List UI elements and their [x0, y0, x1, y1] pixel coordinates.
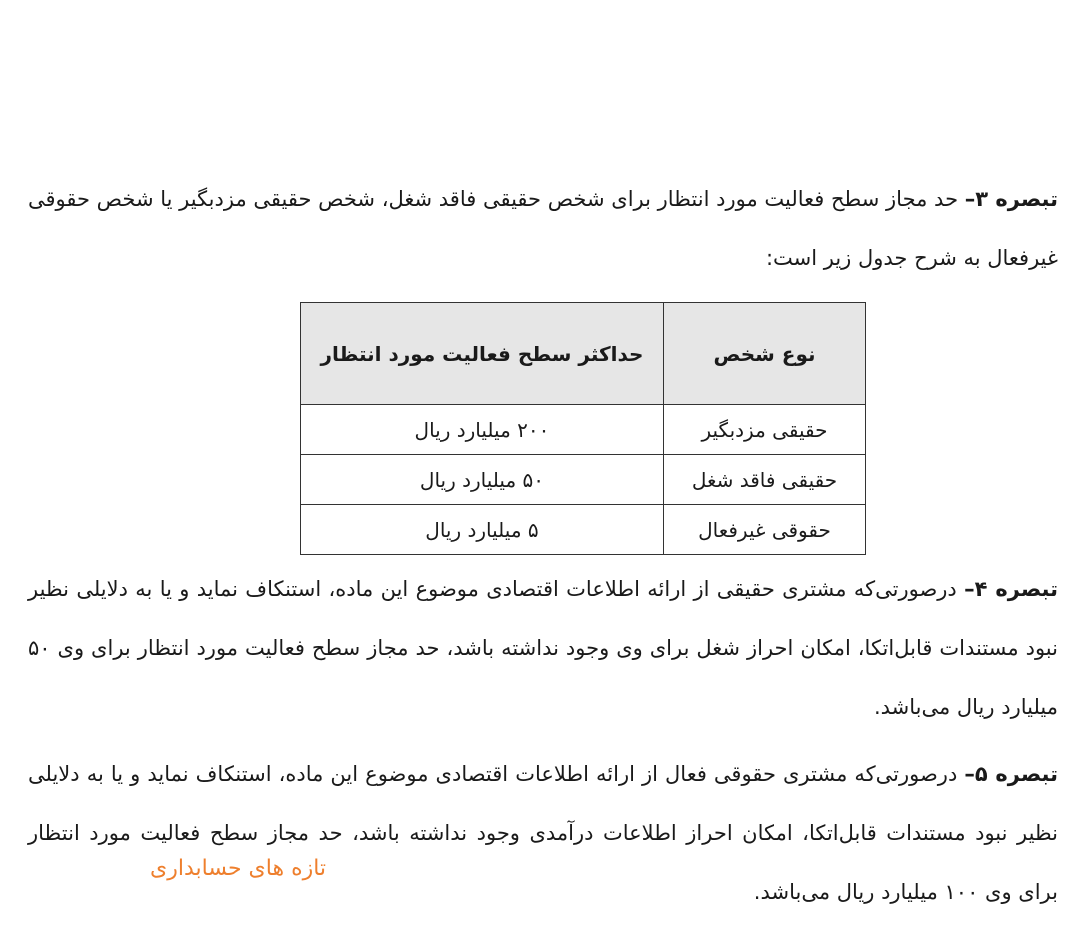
- cell-person-type: حقوقی غیرفعال: [663, 505, 865, 555]
- note-5-text: درصورتی‌که مشتری حقوقی فعال از ارائه اطلاعات اقتصادی موضوع این ماده، استنکاف نماید و یا به دلایلی نظیر نبود مستندات قابل‌اتکا، امکان احراز اطلاعات درآمدی وجود نداشته باشد، حد مجاز سطح فعالیت مورد انتظار برای وی ۱۰۰ میلیارد ریال می‌باشد.: [28, 762, 1058, 904]
- table-row: [301, 405, 866, 455]
- header-person-type: نوع شخص: [663, 303, 865, 405]
- note-3-paragraph: [28, 170, 1058, 288]
- watermark-text: تازه های حسابداری: [150, 856, 327, 881]
- table-row: [301, 455, 866, 505]
- table-header-row: [301, 303, 866, 405]
- cell-max-activity: ۵ میلیارد ریال: [301, 505, 664, 555]
- cell-max-activity: ۵۰ میلیارد ریال: [301, 455, 664, 505]
- header-max-activity: حداکثر سطح فعالیت مورد انتظار: [301, 303, 664, 405]
- note-4-text: درصورتی‌که مشتری حقیقی از ارائه اطلاعات اقتصادی موضوع این ماده، استنکاف نماید و یا به دلایلی نظیر نبود مستندات قابل‌اتکا، امکان احراز شغل برای وی وجود نداشته باشد، حد مجاز سطح فعالیت مورد انتظار برای وی ۵۰ میلیارد ریال می‌باشد.: [28, 577, 1058, 719]
- note-5-paragraph: [28, 745, 1058, 922]
- cell-max-activity: ۲۰۰ میلیارد ریال: [301, 405, 664, 455]
- activity-limit-table-grid: [300, 302, 866, 555]
- cell-person-type: حقیقی مزدبگیر: [663, 405, 865, 455]
- cell-person-type: حقیقی فاقد شغل: [663, 455, 865, 505]
- activity-limit-table: [300, 302, 866, 555]
- note-3-label: تبصره ۳–: [964, 187, 1058, 211]
- note-4-label: تبصره ۴–: [964, 577, 1058, 601]
- table-row: [301, 505, 866, 555]
- note-4-paragraph: [28, 560, 1058, 737]
- note-5-label: تبصره ۵–: [964, 762, 1059, 786]
- note-3-text: حد مجاز سطح فعالیت مورد انتظار برای شخص حقیقی فاقد شغل، شخص حقیقی مزدبگیر یا شخص حقوقی غیرفعال به شرح جدول زیر است:: [28, 187, 1058, 270]
